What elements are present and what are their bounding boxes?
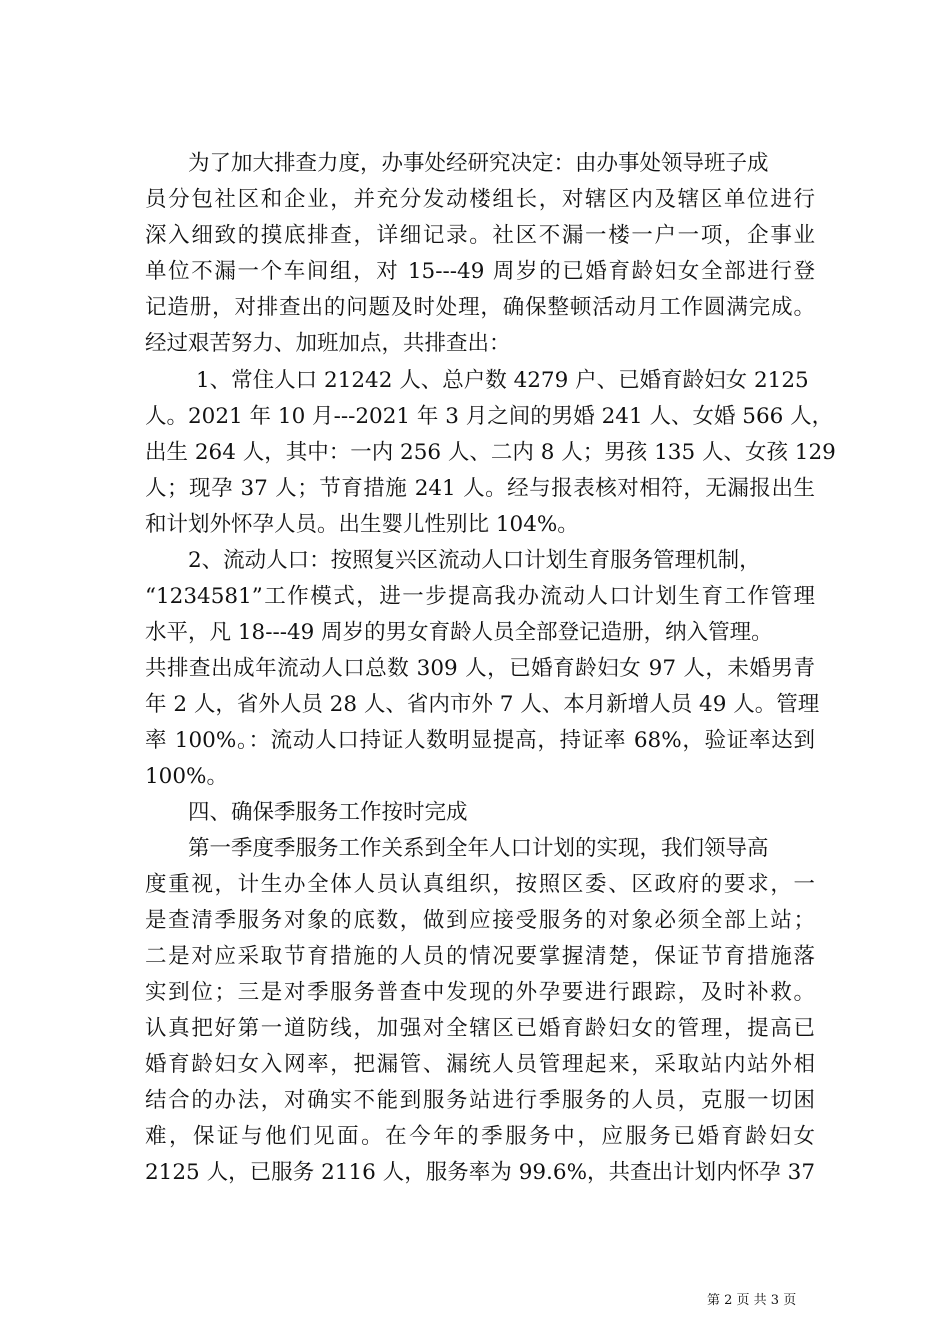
paragraph-line: 婚育龄妇女入网率，把漏管、漏统人员管理起来，采取站内站外相	[145, 1052, 815, 1077]
paragraph-line: 第一季度季服务工作关系到全年人口计划的实现，我们领导高	[188, 836, 769, 861]
paragraph-line: 记造册，对排查出的问题及时处理，确保整顿活动月工作圆满完成。	[145, 295, 815, 320]
paragraph-line: 共排查出成年流动人口总数 309 人，已婚育龄妇女 97 人，未婚男青	[145, 656, 815, 681]
paragraph-line: 1、常住人口 21242 人、总户数 4279 户、已婚育龄妇女 2125	[196, 368, 809, 393]
paragraph-line: 经过艰苦努力、加班加点，共排查出：	[145, 331, 511, 356]
paragraph-line: “1234581”工作模式，进一步提高我办流动人口计划生育工作管理	[145, 584, 815, 609]
paragraph-line: 水平，凡 18---49 周岁的男女育龄人员全部登记造册，纳入管理。	[145, 620, 773, 645]
paragraph-line: 和计划外怀孕人员。出生婴儿性别比 104%。	[145, 512, 579, 537]
paragraph-line: 实到位；三是对季服务普查中发现的外孕要进行跟踪，及时补救。	[145, 980, 815, 1005]
paragraph-line: 2125 人，已服务 2116 人，服务率为 99.6%，共查出计划内怀孕 37	[145, 1160, 815, 1185]
paragraph-line: 深入细致的摸底排查，详细记录。社区不漏一楼一户一项，企事业	[145, 223, 815, 248]
paragraph-line: 难，保证与他们见面。在今年的季服务中，应服务已婚育龄妇女	[145, 1124, 815, 1149]
paragraph-line: 年 2 人，省外人员 28 人、省内市外 7 人、本月新增人员 49 人。管理	[145, 692, 820, 717]
paragraph-line: 员分包社区和企业，并充分发动楼组长，对辖区内及辖区单位进行	[145, 187, 815, 212]
section-heading: 四、确保季服务工作按时完成	[188, 800, 468, 825]
paragraph-line: 出生 264 人，其中：一内 256 人、二内 8 人；男孩 135 人、女孩 129	[145, 440, 836, 465]
paragraph-line: 是查清季服务对象的底数，做到应接受服务的对象必须全部上站；	[145, 908, 815, 933]
page-number: 第 2 页 共 3 页	[707, 1293, 797, 1308]
paragraph-line: 度重视，计生办全体人员认真组织，按照区委、区政府的要求，一	[145, 872, 815, 897]
paragraph-line: 结合的办法，对确实不能到服务站进行季服务的人员，克服一切困	[145, 1088, 815, 1113]
paragraph-line: 人。2021 年 10 月---2021 年 3 月之间的男婚 241 人、女婚 566 人，	[145, 404, 834, 429]
paragraph-line: 为了加大排查力度，办事处经研究决定：由办事处领导班子成	[188, 151, 769, 176]
paragraph-line: 2、流动人口：按照复兴区流动人口计划生育服务管理机制，	[188, 548, 761, 573]
paragraph-line: 认真把好第一道防线，加强对全辖区已婚育龄妇女的管理，提高已	[145, 1016, 815, 1041]
paragraph-line: 人；现孕 37 人；节育措施 241 人。经与报表核对相符，无漏报出生	[145, 476, 815, 501]
paragraph-line: 二是对应采取节育措施的人员的情况要掌握清楚，保证节育措施落	[145, 944, 815, 969]
paragraph-line: 100%。	[145, 764, 228, 789]
paragraph-line: 单位不漏一个车间组，对 15---49 周岁的已婚育龄妇女全部进行登	[145, 259, 815, 284]
paragraph-line: 率 100%。：流动人口持证人数明显提高，持证率 68%，验证率达到	[145, 728, 815, 753]
